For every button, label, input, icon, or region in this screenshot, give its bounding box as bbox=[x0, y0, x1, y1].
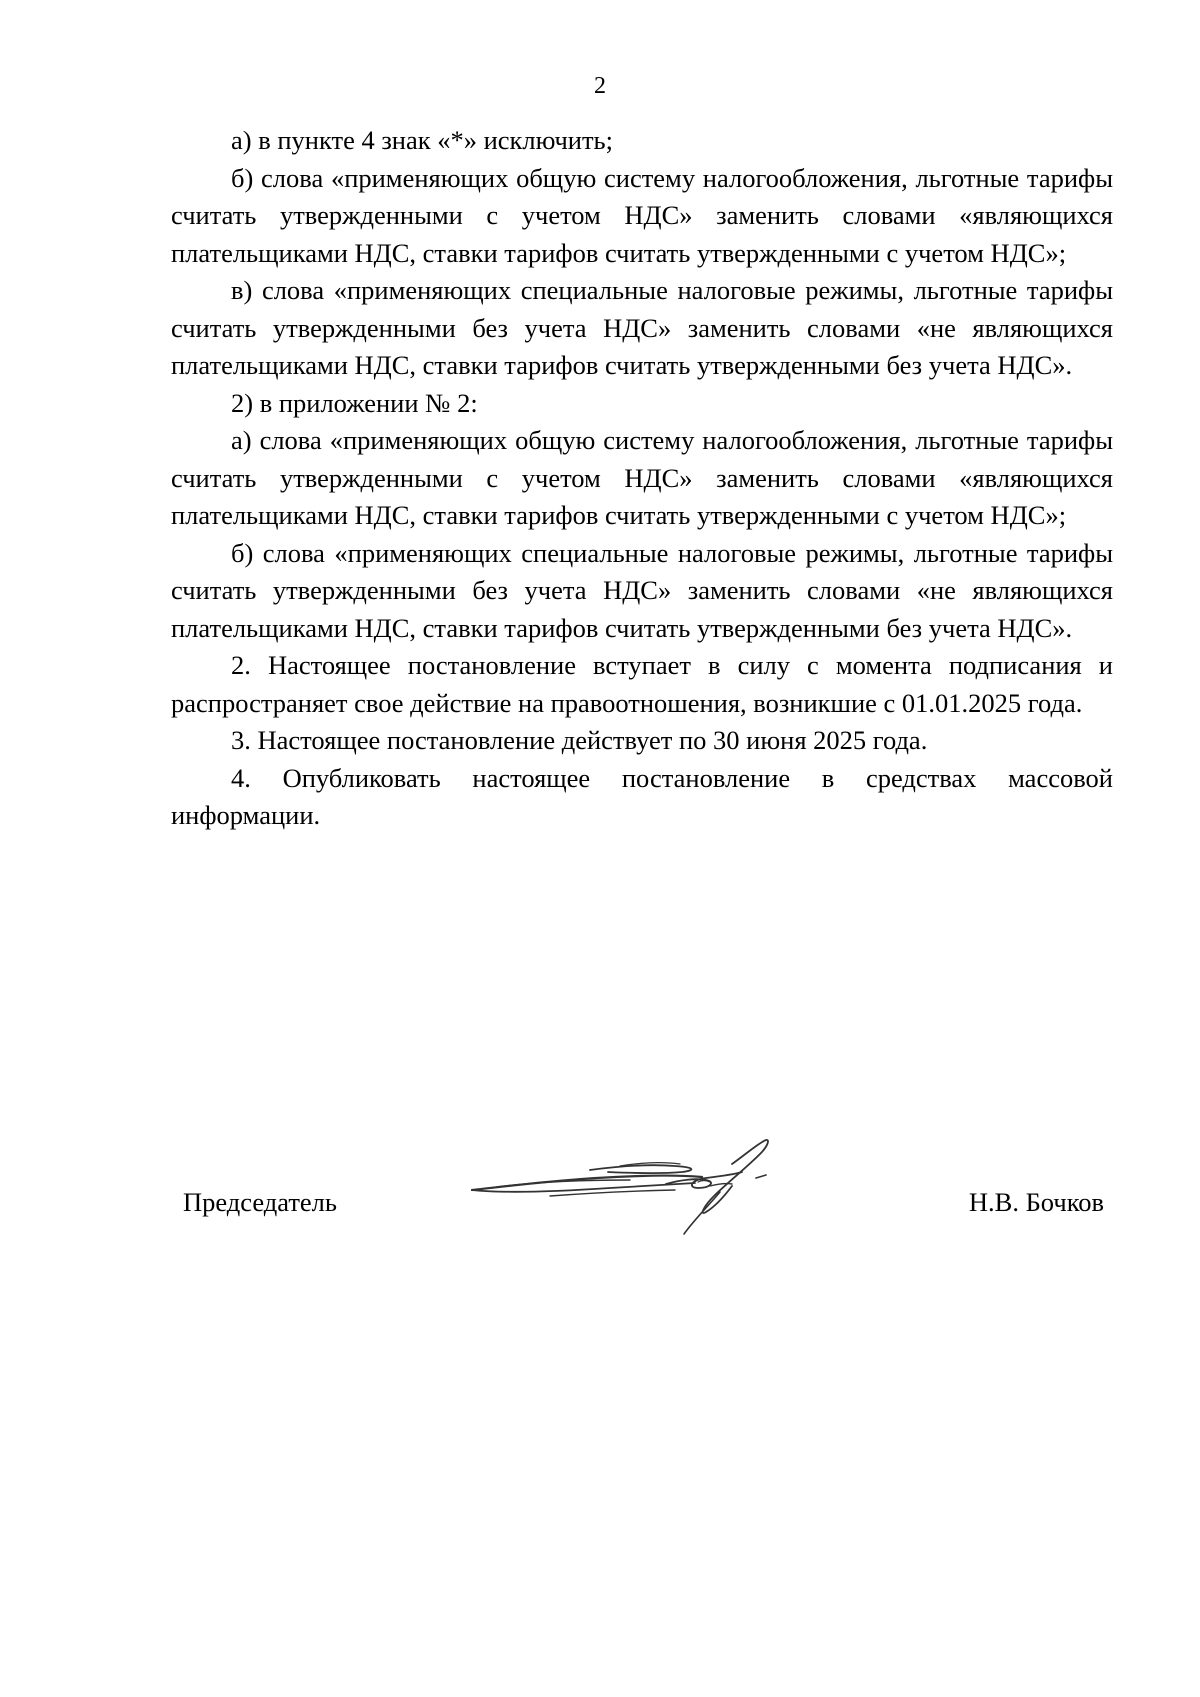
paragraph-1b-general-tax-system: б) слова «применяющих общую систему налогообложения, льготные тарифы считать утвержденными с учетом НДС» заменить словами «являющихся плательщиками НДС, ставки тарифов считать утвержденными с учетом НДС»; bbox=[171, 162, 1113, 268]
page-number: 2 bbox=[594, 73, 606, 99]
paragraph-appendix-2-heading: 2) в приложении № 2: bbox=[231, 387, 478, 418]
paragraph-clause-2-effective-date: 2. Настоящее постановление вступает в силу с момента подписания и распространяет свое действие на правоотношения, возникшие с 01.01.2025 года. bbox=[171, 650, 1113, 718]
signer-title: Председатель bbox=[183, 1187, 337, 1217]
paragraph-2b-special-tax-regimes: б) слова «применяющих специальные налоговые режимы, льготные тарифы считать утвержденными без учета НДС» заменить словами «не являющихся плательщиками НДС, ставки тарифов считать утвержденными без учета НДС». bbox=[171, 537, 1113, 643]
signer-name: Н.В. Бочков bbox=[968, 1187, 1104, 1217]
paragraph-2a-general-tax-system: а) слова «применяющих общую систему налогообложения, льготные тарифы считать утвержденными с учетом НДС» заменить словами «являющихся плательщиками НДС, ставки тарифов считать утвержденными с учетом НДС»; bbox=[171, 425, 1113, 530]
paragraph-clause-4-publish: 4. Опубликовать настоящее постановление в средствах массовой информации. bbox=[171, 762, 1113, 830]
document-body bbox=[171, 122, 1113, 835]
handwritten-signature bbox=[470, 1136, 790, 1236]
paragraph-1c-special-tax-regimes: в) слова «применяющих специальные налоговые режимы, льготные тарифы считать утвержденными без учета НДС» заменить словами «не являющихся плательщиками НДС, ставки тарифов считать утвержденными без учета НДС». bbox=[171, 275, 1113, 380]
paragraph-clause-3-validity: 3. Настоящее постановление действует по 30 июня 2025 года. bbox=[231, 725, 928, 755]
paragraph-1a-remove-asterisk: а) в пункте 4 знак «*» исключить; bbox=[231, 125, 613, 155]
